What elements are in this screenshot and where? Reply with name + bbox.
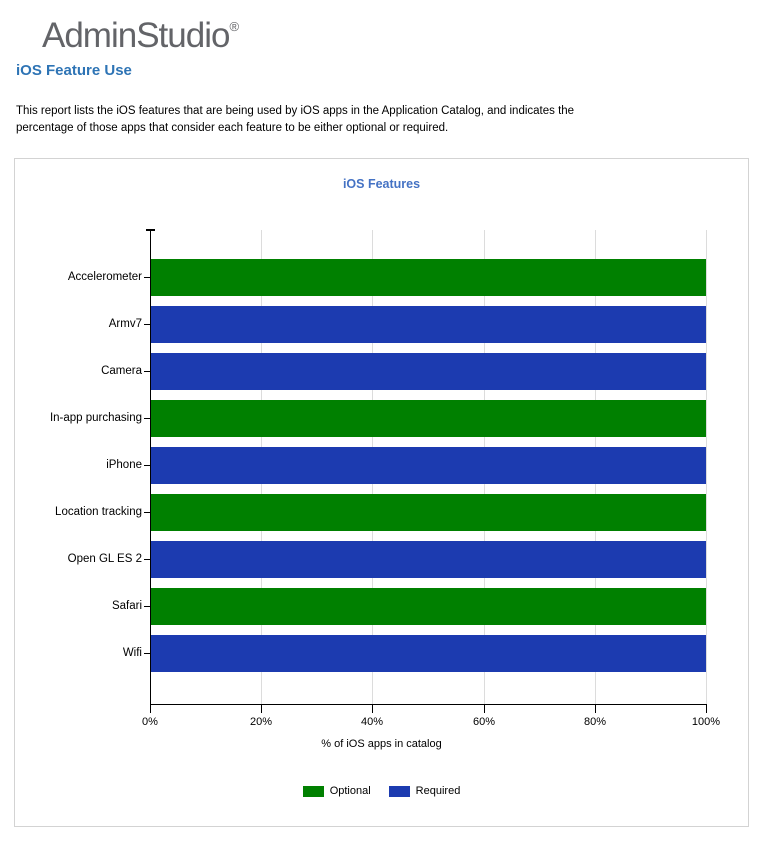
x-tick-label: 40% [360,716,384,728]
chart-title: iOS Features [342,177,421,191]
page-title: iOS Feature Use [16,62,132,79]
gridline [706,230,707,704]
legend-swatch-optional [303,786,324,797]
x-axis-title: % of iOS apps in catalog [321,738,442,750]
report-description: This report lists the iOS features that are being used by iOS apps in the Application Catalog, and indicates the percentage of those apps that consider each feature to be either optional or required. [16,105,575,134]
bar-armv7 [151,306,706,343]
registered-trademark-symbol: ® [229,19,240,34]
x-axis-tick [484,705,485,713]
x-axis-tick [150,705,151,713]
category-label: Safari [111,600,142,612]
x-axis-tick [706,705,707,713]
category-label: Camera [101,365,142,377]
y-axis-line [150,230,151,704]
category-label: iPhone [106,459,142,471]
y-axis-top-tick [146,229,155,231]
bar-accelerometer [151,259,706,296]
category-label: In-app purchasing [49,412,142,424]
x-tick-label: 20% [249,716,273,728]
x-axis-tick [261,705,262,713]
bar-open-gl-es-2 [151,541,706,578]
x-axis-tick [372,705,373,713]
category-label: Open GL ES 2 [67,553,142,565]
bar-in-app-purchasing [151,400,706,437]
x-tick-label: 80% [583,716,607,728]
legend-item [303,785,371,797]
bar-iphone [151,447,706,484]
legend-swatch-required [389,786,410,797]
chart-panel [14,158,749,827]
legend-item [389,785,461,797]
bar-safari [151,588,706,625]
chart-legend [15,785,748,797]
x-tick-label: 60% [472,716,496,728]
x-axis-tick [595,705,596,713]
x-tick-label: 100% [691,716,721,728]
category-label: Armv7 [108,318,142,330]
bar-chart-plot-area [15,159,750,828]
legend-label: Optional [329,785,371,797]
category-label: Wifi [122,647,142,659]
adminstudio-logo-text: AdminStudio [42,16,230,55]
bar-camera [151,353,706,390]
adminstudio-logo [42,8,239,55]
category-label: Accelerometer [67,271,142,283]
x-axis-line [150,704,707,705]
bar-location-tracking [151,494,706,531]
legend-label: Required [415,785,461,797]
category-label: Location tracking [55,506,142,518]
x-tick-label: 0% [142,716,158,728]
bar-wifi [151,635,706,672]
